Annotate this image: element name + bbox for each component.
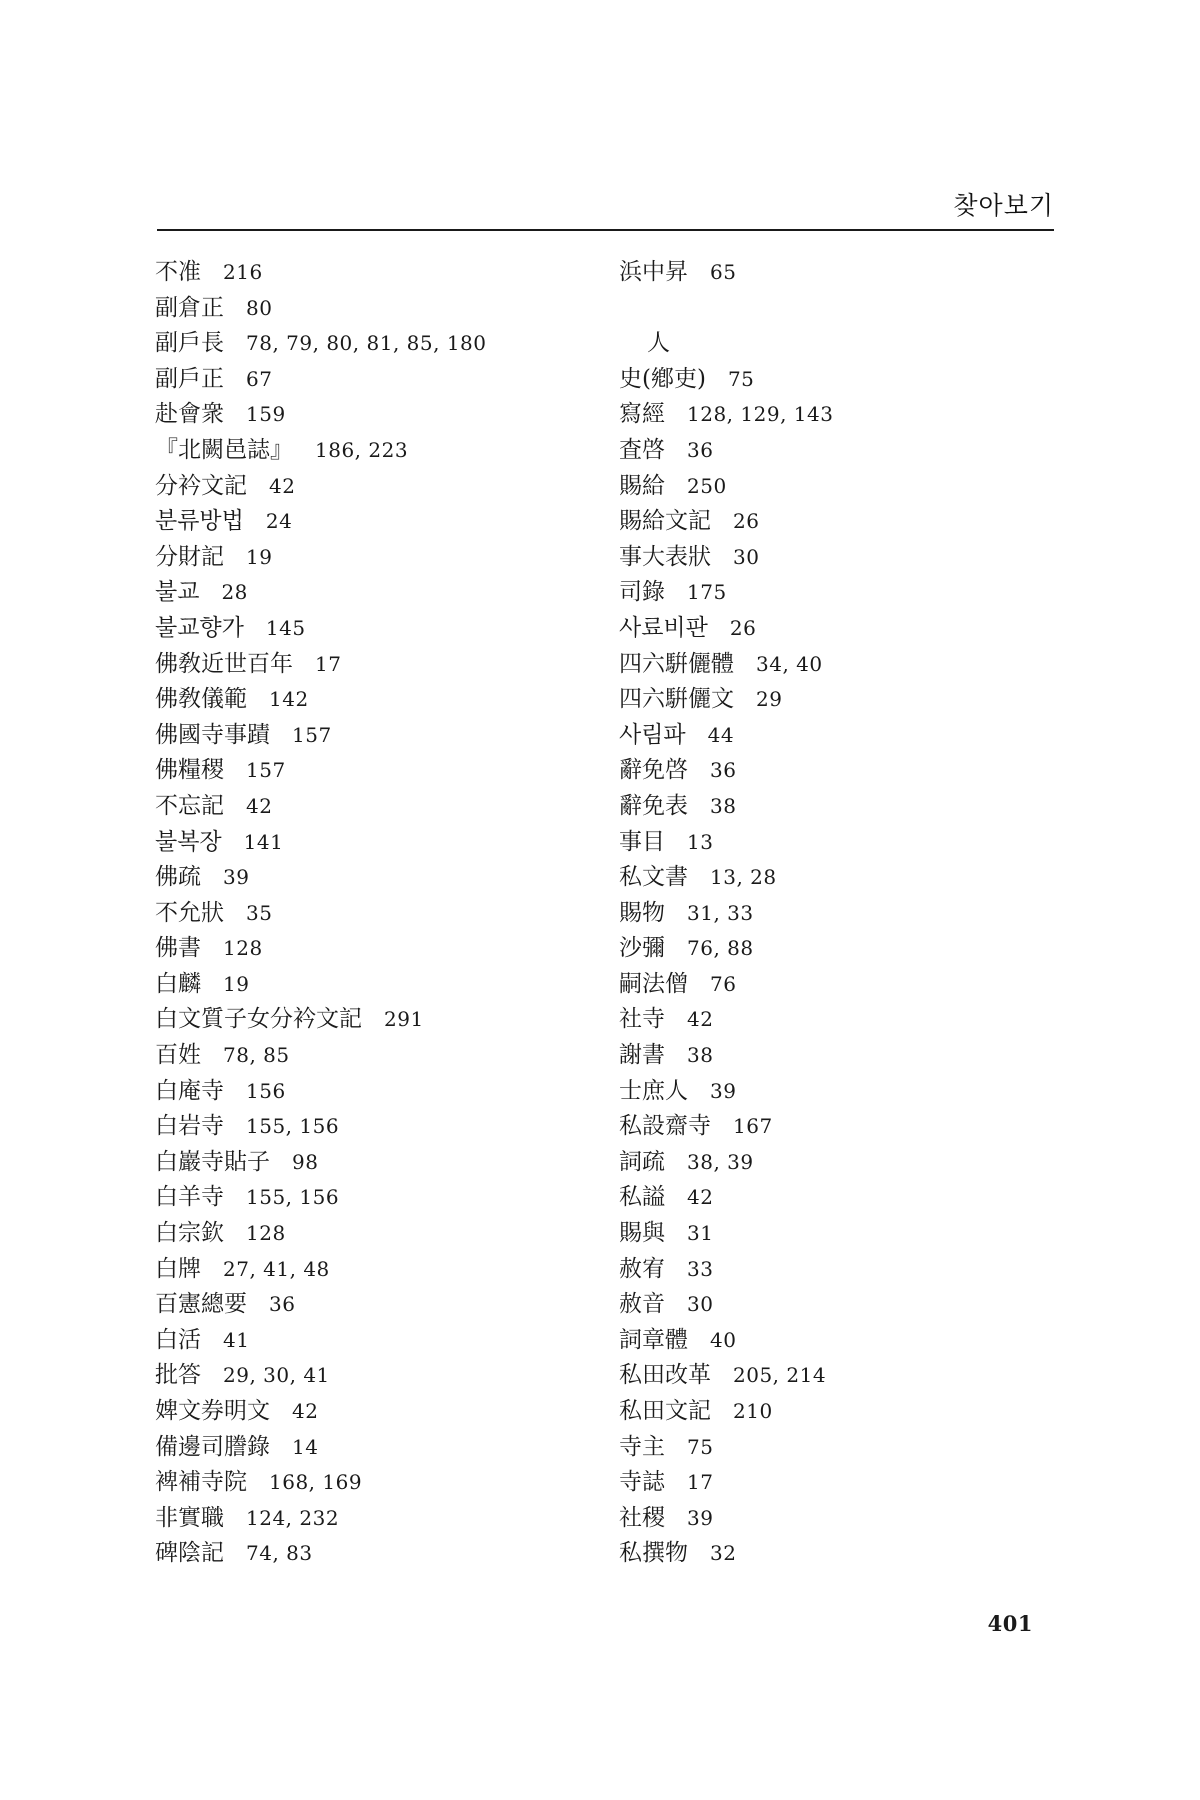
index-entry [619,575,1059,611]
index-entry [619,1216,1059,1252]
index-term: 賜給 [619,472,665,499]
index-entry [155,433,615,469]
index-entry [155,575,615,611]
index-entry [155,967,615,1003]
index-entry [155,1074,615,1110]
index-term: 분류방법 [155,508,244,535]
index-term: 佛疏 [155,864,201,891]
index-pages: 39 [710,1078,737,1103]
index-term: 私謚 [619,1184,665,1211]
index-entry [619,1074,1059,1110]
index-pages: 29 [756,687,783,712]
index-pages: 30 [733,544,760,569]
index-term: 司錄 [619,579,665,606]
index-spacer [619,291,1059,327]
index-entry [155,1109,615,1145]
index-term: 副倉正 [155,294,224,321]
index-entry [155,1394,615,1430]
index-pages: 75 [727,366,755,391]
index-term: 批答 [155,1362,201,1389]
index-pages: 36 [687,437,714,462]
index-entry [619,753,1059,789]
index-entry [619,397,1059,433]
index-term: 分財記 [155,543,224,570]
index-entry [155,291,615,327]
index-pages: 39 [687,1505,714,1530]
index-term: 嗣法僧 [619,970,688,997]
index-term: 百憲總要 [155,1291,247,1318]
index-entry [155,753,615,789]
index-pages: 216 [223,260,263,284]
index-entry [619,1287,1059,1323]
index-term: 白文質子女分衿文記 [155,1006,362,1033]
index-pages: 13, 28 [710,865,777,890]
index-entry [155,896,615,932]
index-entry [619,1002,1059,1038]
index-entry [155,718,615,754]
index-entry [155,1430,615,1466]
index-entry [619,682,1059,718]
index-pages: 250 [687,473,727,498]
index-term: 私撰物 [619,1540,688,1567]
index-entry [619,1536,1059,1572]
index-entry [155,931,615,967]
index-pages: 42 [687,1185,714,1210]
header-rule [157,229,1054,231]
index-pages: 78, 85 [223,1043,290,1068]
index-term: 赦宥 [619,1255,665,1282]
index-entry [619,1430,1059,1466]
index-pages: 31 [687,1221,714,1246]
index-pages: 31, 33 [687,900,754,925]
index-pages: 128 [223,936,263,961]
index-term: 謝書 [619,1042,665,1069]
index-term: 私田文記 [619,1398,711,1424]
index-pages: 42 [687,1007,714,1032]
index-term: 사료비판 [619,614,708,641]
index-pages: 210 [733,1399,773,1423]
index-pages: 167 [733,1114,773,1139]
index-term: 白宗欽 [155,1220,224,1247]
index-term: 不准 [155,259,201,285]
index-pages: 42 [246,793,273,818]
index-entry [155,255,615,291]
index-term: 白麟 [155,970,201,997]
index-entry [619,540,1059,576]
index-pages: 128, 129, 143 [687,402,834,427]
index-term: 佛敎近世百年 [155,650,293,677]
index-pages: 155, 156 [246,1185,340,1210]
index-entry [619,825,1059,861]
index-entry [619,789,1059,825]
index-entry [155,860,615,896]
index-term: 辭免表 [619,792,688,819]
index-term: 佛敎儀範 [155,686,247,713]
index-term: 四六騈儷體 [619,650,734,677]
index-entry [155,1323,615,1359]
index-pages: 175 [687,580,727,605]
index-entry [619,504,1059,540]
index-entry [155,1216,615,1252]
index-entry [619,967,1059,1003]
index-entry [155,1536,615,1572]
index-pages: 36 [710,758,737,783]
index-entry [619,1394,1059,1430]
index-entry [155,1180,615,1216]
index-entry [619,647,1059,683]
index-pages: 13 [687,829,714,854]
index-pages: 26 [729,615,757,640]
index-term: 詞章體 [619,1326,688,1353]
index-term: 私設齋寺 [619,1113,711,1140]
index-term: 非實職 [155,1504,224,1531]
index-entry [619,1465,1059,1501]
index-pages: 36 [269,1292,296,1317]
index-column-left [155,255,615,1572]
index-term: 事目 [619,828,665,855]
index-term: 寺主 [619,1433,665,1460]
index-term: 詞疏 [619,1148,665,1175]
index-term: 赦音 [619,1291,665,1318]
index-entry [619,255,1059,291]
index-pages: 67 [246,366,273,391]
index-term: 사림파 [619,721,686,748]
section-heading-text: 人 [647,330,670,357]
index-term: 社寺 [619,1006,665,1033]
index-term: 浜中昇 [619,259,688,285]
index-term: 赴會衆 [155,401,224,428]
index-term: 佛國寺事蹟 [155,721,270,748]
index-column-right [619,255,1059,1572]
index-pages: 42 [269,473,296,498]
index-term: 百姓 [155,1042,201,1069]
index-term: 沙彌 [619,935,665,962]
index-entry [155,1038,615,1074]
index-entry [619,362,1059,398]
index-pages: 26 [733,509,760,534]
index-pages: 76, 88 [687,936,754,961]
index-term: 事大表狀 [619,543,711,570]
index-pages: 74, 83 [246,1541,313,1566]
index-section-heading [619,326,1059,362]
index-entry [155,789,615,825]
index-pages: 29, 30, 41 [223,1363,330,1388]
index-entry [155,397,615,433]
index-entry [155,1501,615,1537]
index-term: 副戶長 [155,330,224,357]
index-term: 『北闕邑誌』 [155,436,293,463]
index-term: 私田改革 [619,1362,711,1389]
index-pages: 157 [246,758,286,783]
index-pages: 17 [315,651,342,676]
index-pages: 38 [687,1043,714,1068]
index-pages: 24 [265,509,293,534]
index-pages: 156 [246,1078,286,1103]
index-entry [619,611,1059,647]
index-pages: 76 [710,971,737,996]
index-term: 四六騈儷文 [619,686,734,713]
index-entry [619,1180,1059,1216]
index-term: 불복장 [155,828,222,855]
index-entry [619,469,1059,505]
index-term: 佛書 [155,935,201,962]
index-term: 婢文券明文 [155,1398,270,1424]
index-entry [155,1287,615,1323]
index-pages: 33 [687,1256,714,1281]
index-term: 白庵寺 [155,1077,224,1104]
index-term: 裨補寺院 [155,1469,247,1496]
index-pages: 19 [223,971,250,996]
index-entry [619,931,1059,967]
index-pages: 42 [292,1399,319,1423]
index-pages: 124, 232 [246,1505,340,1530]
index-term: 碑陰記 [155,1540,224,1567]
index-term: 備邊司謄錄 [155,1433,270,1460]
index-entry [155,647,615,683]
index-entry [155,1002,615,1038]
index-term: 불교향가 [155,614,244,641]
index-pages: 141 [243,829,284,854]
index-pages: 28 [221,580,248,605]
index-pages: 14 [292,1434,319,1459]
index-entry [619,1145,1059,1181]
index-term: 白活 [155,1326,201,1353]
index-term: 寺誌 [619,1469,665,1496]
index-entry [619,1038,1059,1074]
running-head: 찾아보기 [953,191,1054,220]
index-entry [619,1358,1059,1394]
index-entry [155,504,615,540]
index-entry [619,1323,1059,1359]
index-term: 不忘記 [155,792,224,819]
index-term: 社稷 [619,1504,665,1531]
index-entry [155,682,615,718]
index-pages: 157 [292,722,332,747]
index-pages: 98 [292,1149,319,1174]
index-pages: 75 [687,1434,714,1459]
index-pages: 27, 41, 48 [223,1256,330,1281]
index-term: 副戶正 [155,365,224,392]
index-pages: 145 [265,615,306,640]
index-pages: 32 [710,1541,737,1566]
index-entry [619,860,1059,896]
index-term: 賜給文記 [619,508,711,535]
index-term: 白牌 [155,1255,201,1282]
index-entry [155,362,615,398]
index-term: 分衿文記 [155,472,247,499]
index-pages: 291 [384,1007,424,1032]
index-entry [619,1501,1059,1537]
index-term: 不允狀 [155,899,224,926]
index-pages: 205, 214 [733,1363,827,1388]
index-term: 白岩寺 [155,1113,224,1140]
index-term: 白羊寺 [155,1184,224,1211]
index-term: 査啓 [619,436,665,463]
index-term: 私文書 [619,864,688,891]
index-term: 불교 [155,579,200,606]
index-entry [155,469,615,505]
index-pages: 40 [710,1327,737,1352]
index-pages: 168, 169 [269,1470,363,1495]
index-entry [619,433,1059,469]
index-pages: 44 [707,722,735,747]
index-pages: 80 [246,295,273,320]
index-entry [155,1465,615,1501]
index-entry [619,1252,1059,1288]
index-entry [619,1109,1059,1145]
index-entry [155,540,615,576]
index-term: 白巖寺貼子 [155,1148,270,1175]
index-term: 辭免啓 [619,757,688,784]
index-pages: 159 [246,402,286,427]
index-pages: 78, 79, 80, 81, 85, 180 [246,331,487,356]
index-term: 佛糧稷 [155,757,224,784]
index-entry [155,326,615,362]
index-pages: 128 [246,1221,286,1246]
page-number: 401 [987,1611,1033,1636]
index-term: 賜物 [619,899,665,926]
index-entry [619,718,1059,754]
index-pages: 38, 39 [687,1149,754,1174]
index-entry [155,825,615,861]
index-pages: 41 [223,1327,250,1352]
index-pages: 142 [269,687,309,712]
index-pages: 39 [223,865,250,890]
index-pages: 38 [710,793,737,818]
index-entry [155,1252,615,1288]
index-entry [155,611,615,647]
index-pages: 155, 156 [246,1114,340,1139]
index-pages: 17 [687,1470,714,1495]
index-pages: 34, 40 [756,651,823,676]
index-entry [155,1145,615,1181]
index-term: 賜與 [619,1220,665,1247]
index-term: 士庶人 [619,1077,688,1104]
index-pages: 19 [246,544,273,569]
index-entry [619,896,1059,932]
index-pages: 65 [710,260,737,284]
index-term: 寫經 [619,401,665,428]
index-pages: 30 [687,1292,714,1317]
index-term: 史(鄕吏) [619,365,706,392]
index-pages: 35 [246,900,273,925]
index-pages: 186, 223 [315,437,409,462]
index-entry [155,1358,615,1394]
